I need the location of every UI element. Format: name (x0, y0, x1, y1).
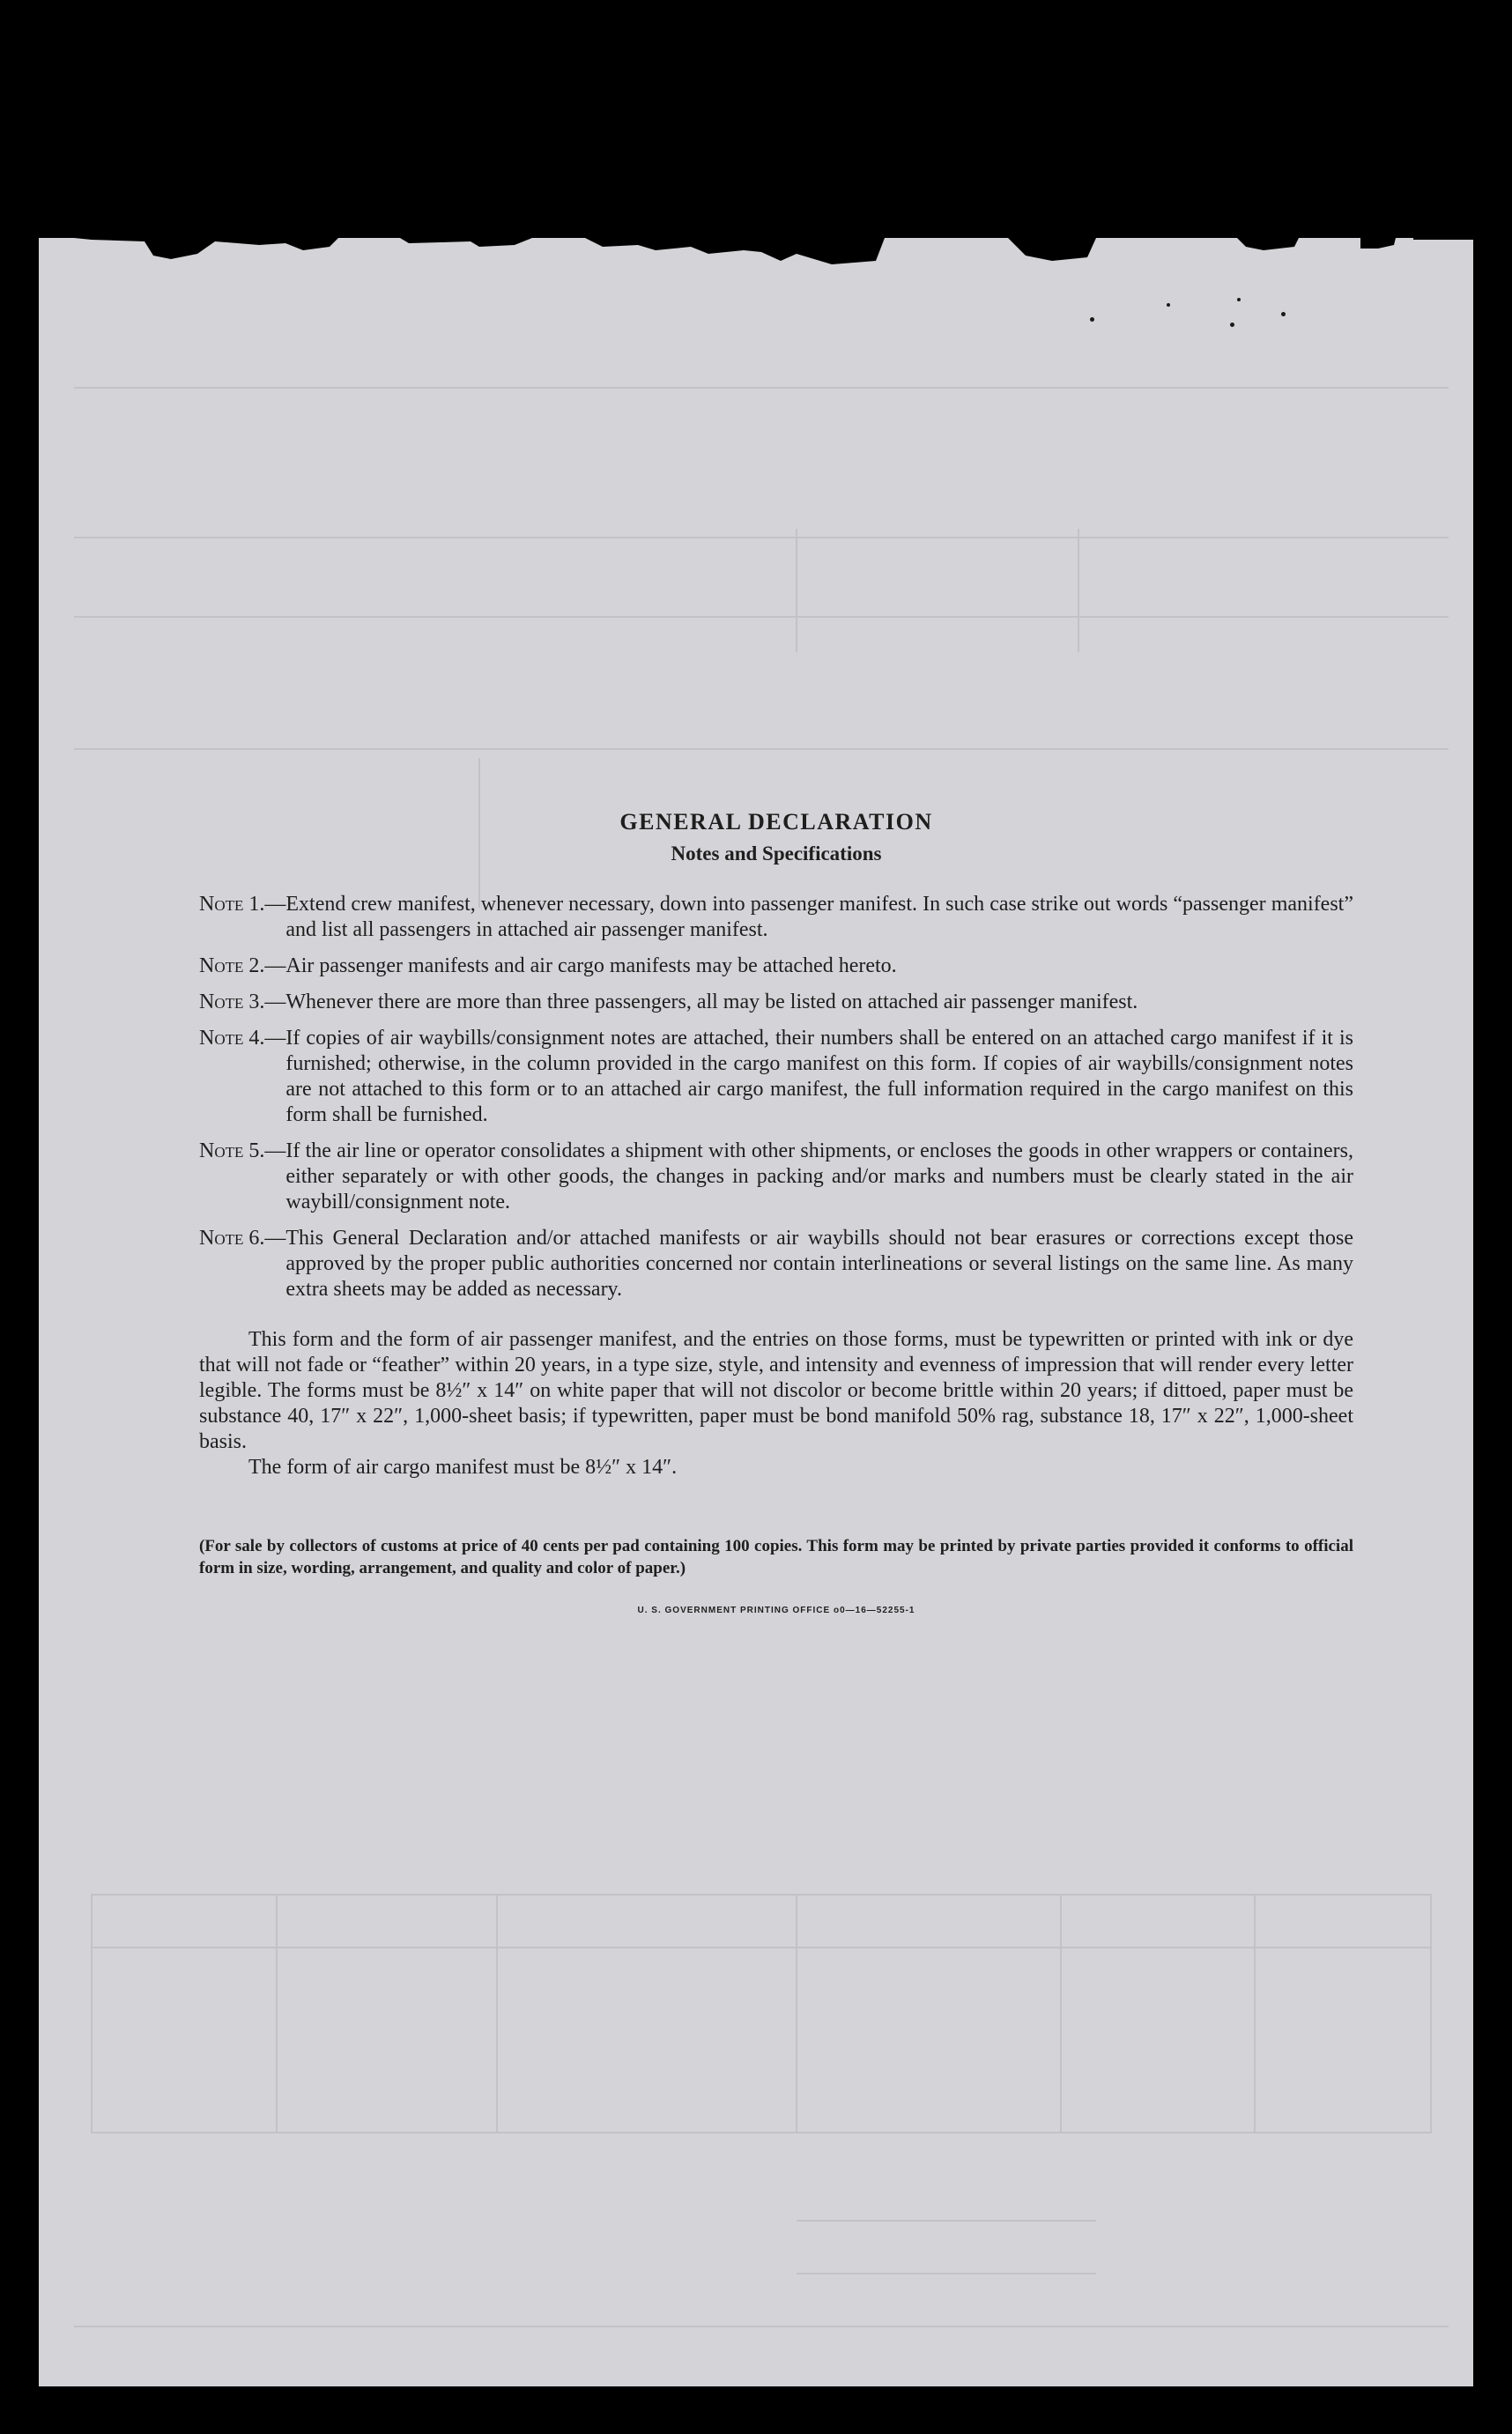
printer-imprint: U. S. GOVERNMENT PRINTING OFFICE o0—16—52255-1 (637, 1606, 915, 1615)
note-text: Extend crew manifest, whenever necessary, down into passenger manifest. In such case strike out words “passenger manifest” and list all passengers in attached air passenger manifest. (285, 893, 1353, 941)
note-text: Whenever there are more than three passengers, all may be listed on attached air passenger manifest. (285, 991, 1138, 1013)
note-1 (199, 892, 1353, 943)
document-sheet (39, 238, 1473, 2386)
ink-speck (1090, 317, 1094, 322)
note-text: This General Declaration and/or attached manifests or air waybills should not bear erasures or corrections except those approved by the proper public authorities concerned nor contain interlineations or several listings on the same line. As many extra sheets may be added as necessary. (285, 1227, 1353, 1301)
note-3 (199, 990, 1353, 1015)
cargo-manifest-size-paragraph: The form of air cargo manifest must be 8½″ x 14″. (248, 1456, 678, 1479)
note-label: Note 2.— (199, 954, 286, 977)
note-label: Note 1.— (199, 893, 286, 916)
sale-notice: (For sale by collectors of customs at price of 40 cents per pad containing 100 copies. This form may be printed by private parties provided it conforms to official form in size, wording, arrangement, and quality and color of paper.) (199, 1537, 1353, 1577)
document-title: GENERAL DECLARATION (619, 809, 933, 835)
ink-speck (1167, 303, 1170, 307)
note-label: Note 6.— (199, 1227, 286, 1250)
note-label: Note 3.— (199, 991, 286, 1013)
ink-speck (1230, 323, 1234, 327)
note-6 (199, 1226, 1353, 1302)
note-text: Air passenger manifests and air cargo manifests may be attached hereto. (285, 954, 897, 977)
note-4 (199, 1026, 1353, 1128)
note-5 (199, 1139, 1353, 1215)
ink-speck (1237, 298, 1241, 301)
note-text: If copies of air waybills/consignment notes are attached, their numbers shall be entered on an attached cargo manifest if it is furnished; otherwise, in the column provided in the cargo manifest on this form. If copies of air waybills/consignment notes are not attached to this form or to an attached air cargo manifest, the full information required in the cargo manifest on this form shall be furnished. (285, 1027, 1353, 1126)
ink-speck (1281, 312, 1286, 316)
note-2 (199, 954, 1353, 979)
note-label: Note 4.— (199, 1027, 286, 1050)
torn-top-edge (39, 238, 1473, 291)
note-text: If the air line or operator consolidates a shipment with other shipments, or encloses the goods in other wrappers or containers, either separately or with other goods, the changes in packing and/or marks and numbers must be clearly stated in the air waybill/consignment note. (285, 1139, 1353, 1213)
note-label: Note 5.— (199, 1139, 286, 1162)
declaration-content (199, 809, 1353, 1615)
document-subtitle: Notes and Specifications (671, 842, 882, 865)
specification-paragraph: This form and the form of air passenger manifest, and the entries on those forms, must be typewritten or printed with ink or dye that will not fade or “feather” within 20 years, in a type size, style, and intensity and evenness of impression that will render every letter legible. The forms must be 8½″ x 14″ on white paper that will not discolor or become brittle within 20 years; if dittoed, paper must be substance 40, 17″ x 22″, 1,000-sheet basis; if typewritten, paper must be bond manifold 50% rag, substance 18, 17″ x 22″, 1,000-sheet basis. (199, 1328, 1353, 1453)
